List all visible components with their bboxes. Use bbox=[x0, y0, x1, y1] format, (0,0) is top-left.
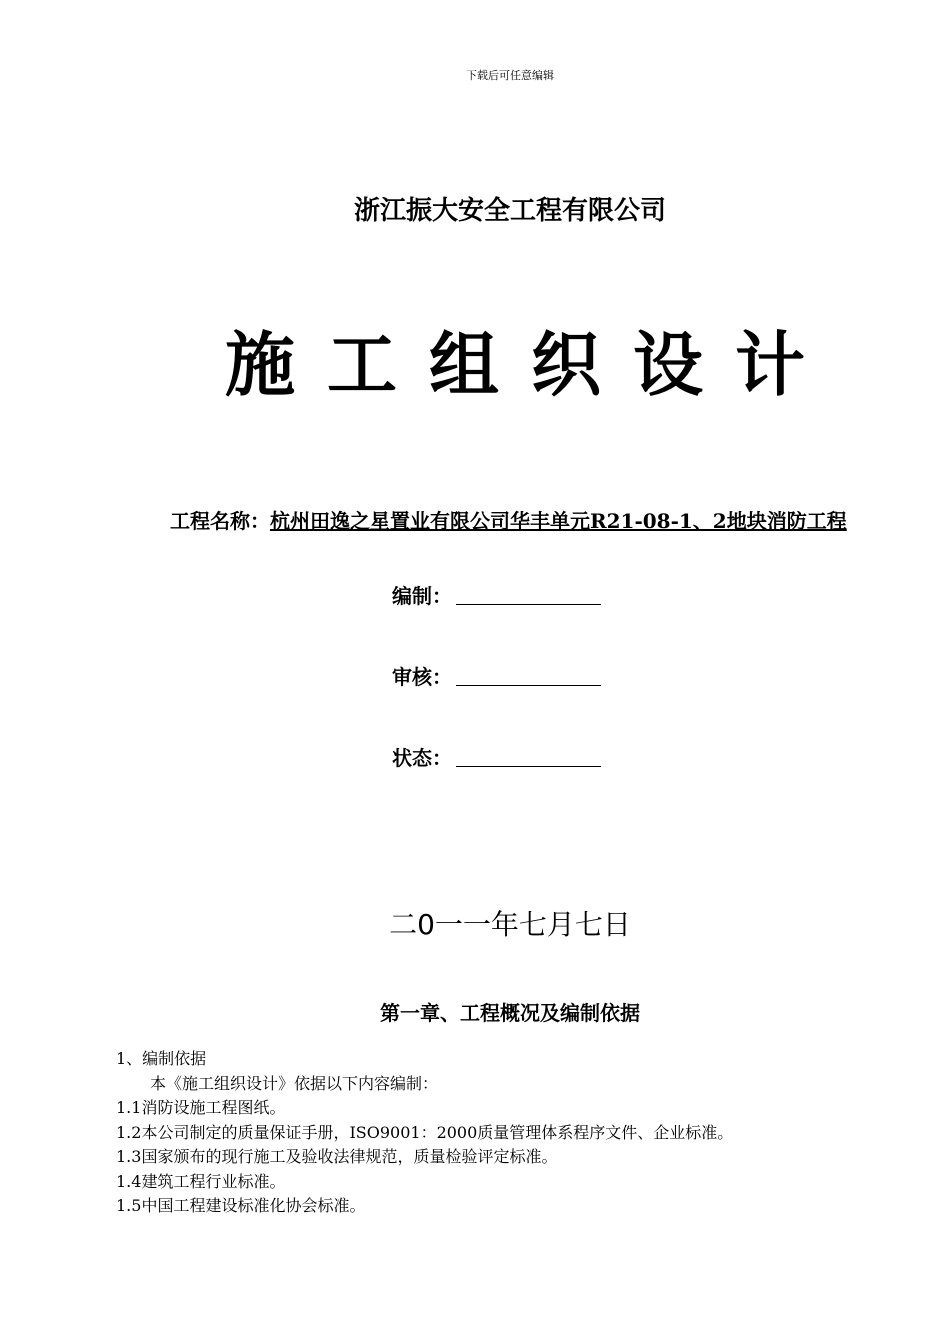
project-name-line bbox=[170, 505, 847, 534]
intro-paragraph: 本《施工组织设计》依据以下内容编制： bbox=[150, 1073, 439, 1093]
title-char: 设 bbox=[633, 323, 703, 406]
list-item: 1.1消防设施工程图纸。 bbox=[116, 1098, 286, 1117]
compile-blank-line bbox=[456, 584, 601, 605]
review-field bbox=[392, 661, 601, 690]
title-char: 织 bbox=[531, 323, 601, 406]
review-blank-line bbox=[456, 665, 601, 686]
document-title bbox=[225, 323, 805, 406]
title-char: 组 bbox=[429, 323, 499, 406]
company-name: 浙江振大安全工程有限公司 bbox=[353, 196, 666, 226]
title-char: 计 bbox=[735, 323, 805, 406]
list-item: 1.5中国工程建设标准化协会标准。 bbox=[116, 1196, 366, 1215]
project-name-label: 工程名称： bbox=[170, 509, 270, 533]
title-char: 施 bbox=[225, 323, 295, 406]
list-item: 1.3国家颁布的现行施工及验收法律规范，质量检验评定标准。 bbox=[116, 1147, 558, 1166]
chapter-title: 第一章、工程概况及编制依据 bbox=[380, 1001, 640, 1025]
status-field bbox=[392, 742, 601, 771]
header-note: 下载后可任意编辑 bbox=[466, 69, 554, 82]
body-text bbox=[116, 1047, 916, 1219]
document-date: 二0一一年七月七日 bbox=[389, 908, 631, 941]
compile-label: 编制： bbox=[392, 584, 452, 608]
review-label: 审核： bbox=[392, 665, 452, 689]
title-char: 工 bbox=[327, 323, 397, 406]
section-heading: 1、编制依据 bbox=[116, 1049, 207, 1068]
project-name-value: 杭州田逸之星置业有限公司华丰单元R21-08-1、2地块消防工程 bbox=[270, 509, 847, 533]
list-item: 1.2本公司制定的质量保证手册，ISO9001：2000质量管理体系程序文件、企业标准。 bbox=[116, 1122, 734, 1142]
compile-field bbox=[392, 580, 601, 609]
status-label: 状态： bbox=[392, 746, 452, 770]
list-item: 1.4建筑工程行业标准。 bbox=[116, 1171, 286, 1191]
status-blank-line bbox=[456, 746, 601, 767]
